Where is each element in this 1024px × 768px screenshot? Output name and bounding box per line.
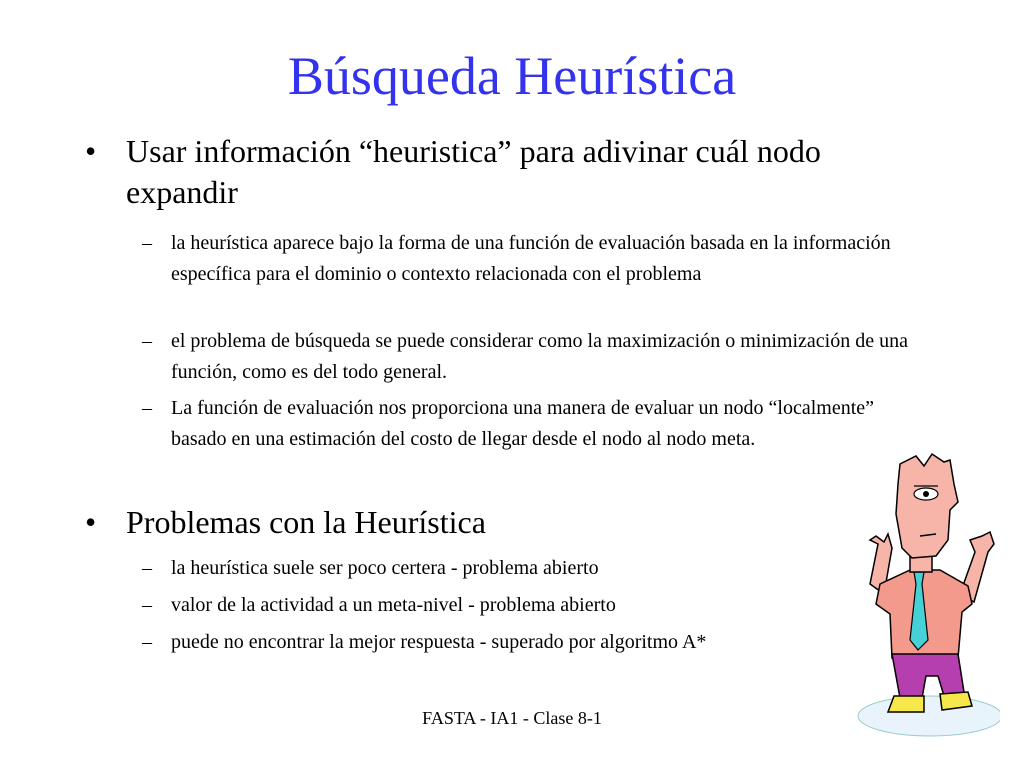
bullet-text: Usar información “heuristica” para adivinar cuál nodo expandir xyxy=(126,133,821,210)
sub-bullet-item xyxy=(142,393,912,455)
bullet-marker: • xyxy=(85,133,97,169)
sub-bullet-text: el problema de búsqueda se puede considerar como la maximización o minimización de una función, como es del todo general. xyxy=(171,330,908,383)
sub-bullet-item xyxy=(142,627,882,658)
sub-bullet-text: puede no encontrar la mejor respuesta - superado por algoritmo A* xyxy=(171,631,707,653)
confused-man-clipart-icon xyxy=(840,444,1000,744)
slide-title: Búsqueda Heurística xyxy=(287,46,737,106)
dash-marker: – xyxy=(142,397,152,419)
dash-marker: – xyxy=(142,557,152,579)
dash-marker: – xyxy=(142,594,152,616)
sub-bullet-item xyxy=(142,228,942,290)
slide-footer: FASTA - IA1 - Clase 8-1 xyxy=(422,708,602,728)
dash-marker: – xyxy=(142,330,152,352)
bullet-item xyxy=(85,502,915,543)
bullet-item xyxy=(85,131,915,213)
sub-bullet-item xyxy=(142,590,842,621)
sub-bullet-text: la heurística suele ser poco certera - problema abierto xyxy=(171,557,599,579)
sub-bullet-item xyxy=(142,553,842,584)
sub-bullet-item xyxy=(142,326,942,388)
bullet-text: Problemas con la Heurística xyxy=(126,504,486,540)
sub-bullet-text: La función de evaluación nos proporciona una manera de evaluar un nodo “localmente” basado en una estimación del costo de llegar desde el nodo al nodo meta. xyxy=(171,397,875,450)
sub-bullet-text: valor de la actividad a un meta-nivel - problema abierto xyxy=(171,594,616,616)
sub-bullet-text: la heurística aparece bajo la forma de una función de evaluación basada en la información específica para el dominio o contexto relacionada con el problema xyxy=(171,232,891,285)
bullet-marker: • xyxy=(85,504,97,540)
dash-marker: – xyxy=(142,631,152,653)
dash-marker: – xyxy=(142,232,152,254)
